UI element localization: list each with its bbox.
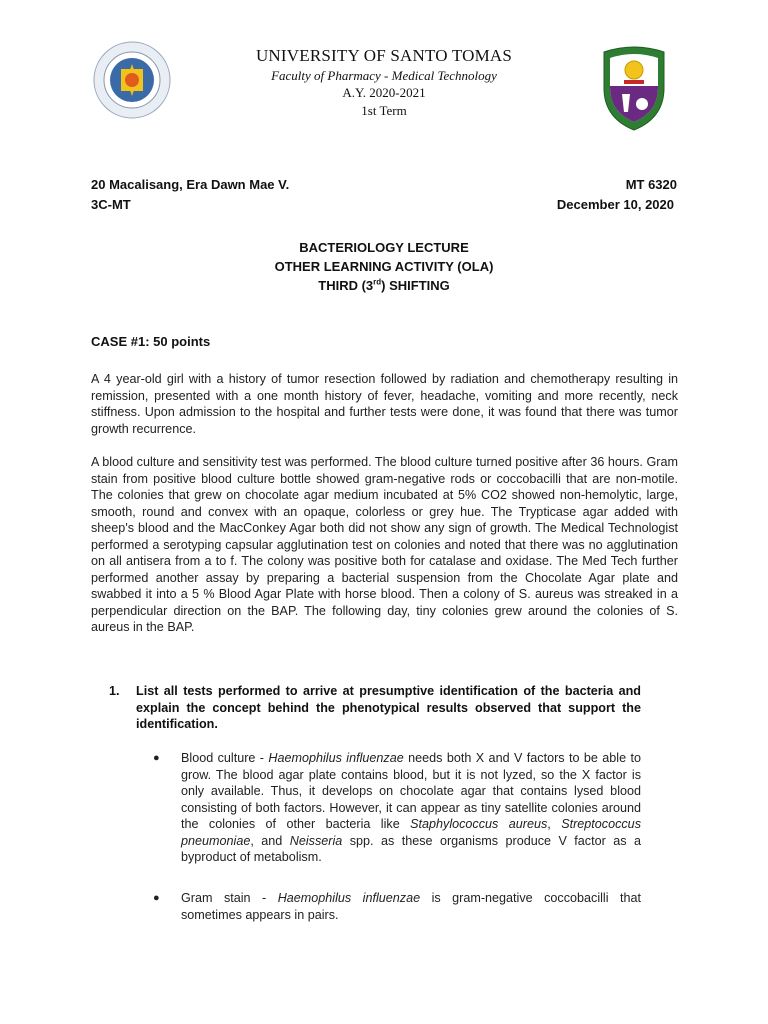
student-section: 3C-MT [91, 197, 131, 212]
submission-date: December 10, 2020 [556, 197, 674, 212]
course-code: MT 6320 [625, 177, 677, 192]
answer-bullet-gram-stain: ● Gram stain - Haemophilus influenzae is gram-negative coccobacilli that sometimes appears in pairs. [153, 891, 642, 922]
activity-titles [0, 238, 768, 295]
document-header [0, 45, 768, 120]
bullet-icon: ● [153, 892, 160, 904]
bullet-icon: ● [153, 752, 160, 764]
term: 1st Term [361, 103, 407, 118]
case-paragraph-1: A 4 year-old girl with a history of tumor resection followed by radiation and chemotherapy resulting in remission, presented with a one month history of fever, headache, vomiting and more recently, neck stiffness. Upon admission to the hospital and further tests were done, it was found that there was tumor growth recurrence. [91, 372, 678, 436]
title-line-3: THIRD (3rd) SHIFTING [318, 277, 450, 293]
title-line-1: BACTERIOLOGY LECTURE [299, 240, 469, 255]
question-number: 1. [109, 684, 120, 698]
student-name: 20 Macalisang, Era Dawn Mae V. [91, 177, 290, 192]
faculty-name: Faculty of Pharmacy - Medical Technology [271, 68, 497, 83]
university-name: UNIVERSITY OF SANTO TOMAS [255, 46, 513, 65]
question-text: List all tests performed to arrive at presumptive identification of the bacteria and explain the concept behind the phenotypical results observed that support the identification. [136, 684, 641, 731]
answer-bullet-blood-culture: ● Blood culture - Haemophilus influenzae needs both X and V factors to be able to grow. The blood agar plate contains blood, but it is not lyzed, so the X factor is only available. Thus, it develops on chocolate agar that contains lysed blood consisting of both factors. However, it can appear as tiny satellite colonies around the colonies of other bacteria like Staphylococcus aureus, Streptococcus pneumoniae, and Neisseria spp. as these organisms produce V factor as a byproduct of metabolism. [153, 751, 641, 864]
title-line-2: OTHER LEARNING ACTIVITY (OLA) [274, 259, 494, 274]
case-heading: CASE #1: 50 points [91, 334, 211, 349]
question-1 [109, 683, 641, 733]
case-paragraph-2: A blood culture and sensitivity test was performed. The blood culture turned positive after 36 hours. Gram stain from positive blood culture bottle showed gram-negative rods or coccobacilli that are non-motile. The colonies that grew on chocolate agar medium incubated at 5% CO2 showed non-hemolytic, large, smooth, round and convex with an opaque, colorless or grey hue. The Trypticase agar added with sheep's blood and the MacConkey Agar both did not show any sign of growth. The Medical Technologist performed a serotyping capsular agglutination test on colonies and noted that there was no agglutination on all antisera from a to f. The colony was positive both for catalase and oxidase. The Med Tech further performed another assay by preparing a bacterial suspension from the Chocolate Agar plate and swabbed it into a 5 % Blood Agar Plate with horse blood. Then a colony of S. aureus was streaked in a perpendicular direction on the BAP. The following day, tiny colonies grew around the colonies of S. aureus in the BAP. [91, 455, 678, 634]
academic-year: A.Y. 2020-2021 [342, 85, 426, 100]
